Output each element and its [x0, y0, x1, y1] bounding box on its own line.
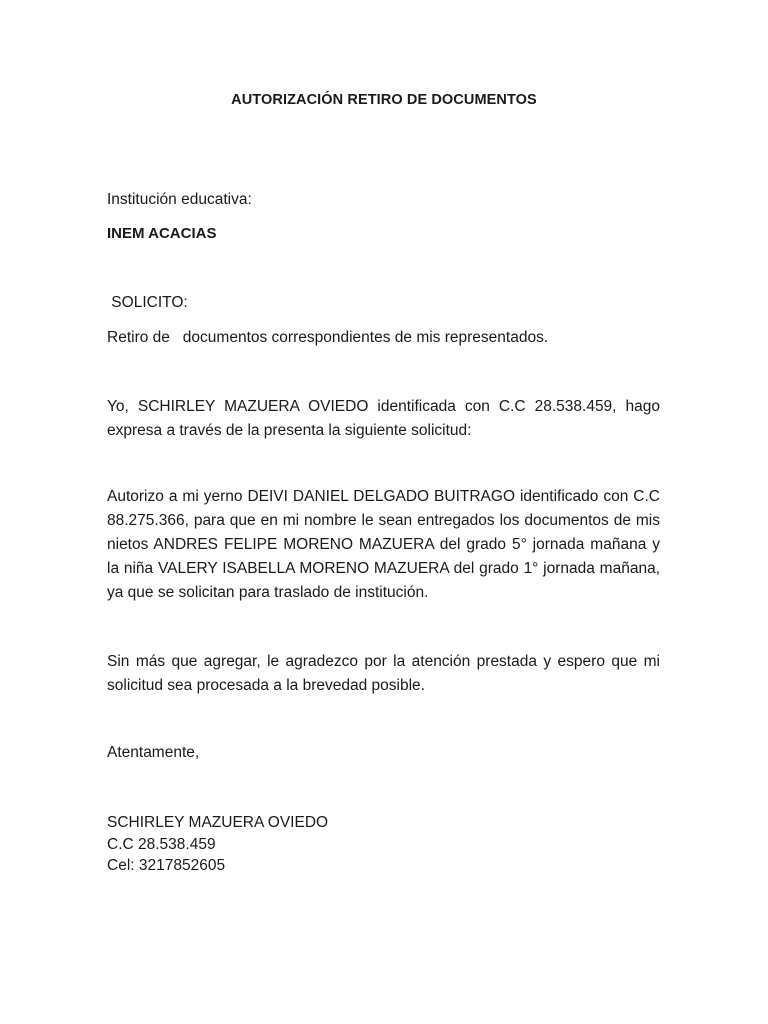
signer-name: SCHIRLEY MAZUERA OVIEDO	[107, 814, 329, 831]
institution-label: Institución educativa:	[107, 191, 252, 208]
closing-salutation: Atentamente,	[107, 744, 200, 761]
request-label: SOLICITO:	[107, 294, 188, 311]
declaration-paragraph: Yo, SCHIRLEY MAZUERA OVIEDO identificada con C.C 28.538.459, hago expresa a través de la presenta la siguiente solicitud:	[107, 398, 660, 439]
authorization-paragraph: Autorizo a mi yerno DEIVI DANIEL DELGADO BUITRAGO identificado con C.C 88.275.366, para que en mi nombre le sean entregados los documentos de mis nietos ANDRES FELIPE MORENO MAZUERA del grado 5° jornada mañana y la niña VALERY ISABELLA MORENO MAZUERA del grado 1° jornada mañana, ya que se solicitan para traslado de institución.	[107, 488, 660, 601]
signature-block	[107, 812, 660, 877]
document-title: AUTORIZACIÓN RETIRO DE DOCUMENTOS	[231, 92, 537, 108]
signer-id: C.C 28.538.459	[107, 835, 216, 853]
signer-phone: Cel: 3217852605	[107, 857, 226, 874]
closing-paragraph: Sin más que agregar, le agradezco por la atención prestada y espero que mi solicitud sea procesada a la brevedad posible.	[107, 653, 660, 694]
request-text: Retiro de documentos correspondientes de mis representados.	[107, 329, 549, 346]
institution-name: INEM ACACIAS	[107, 225, 217, 242]
